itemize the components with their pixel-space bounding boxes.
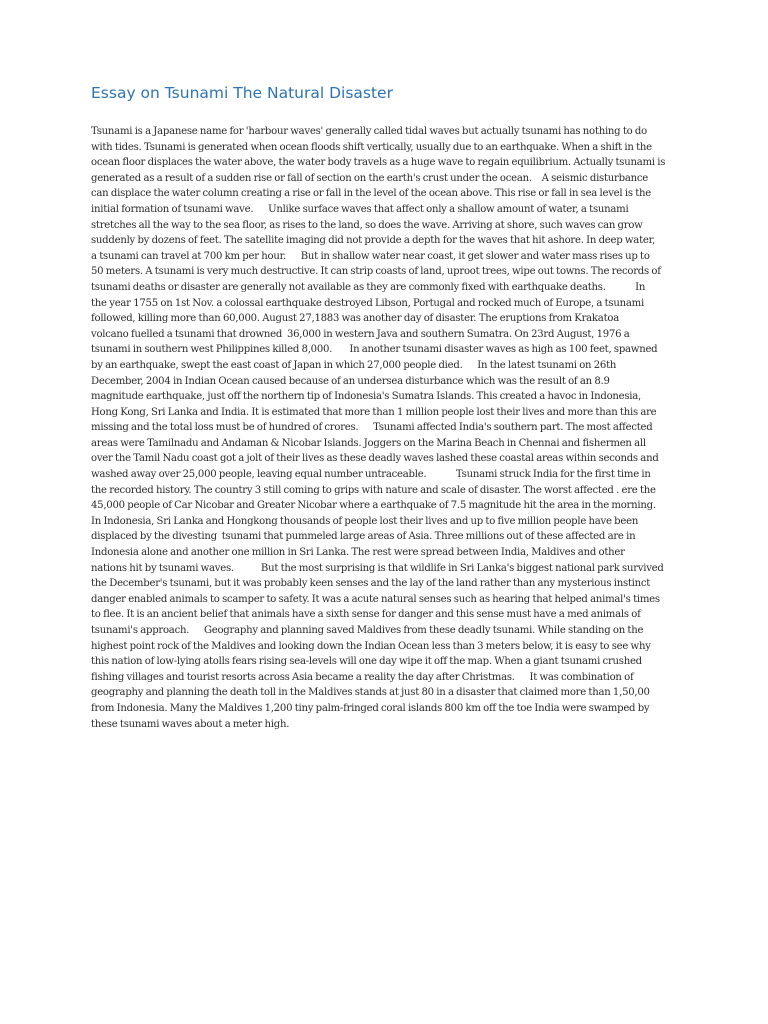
essay-line: fishing villages and tourist resorts across Asia became a reality the day after Christmas. It was combination of <box>91 671 634 683</box>
essay-line: tsunami deaths or disaster are generally not available as they are commonly fixed with earthquake deaths. In <box>91 281 646 293</box>
essay-line: washed away over 25,000 people, leaving equal number untraceable. Tsunami struck India for the first time in <box>91 469 651 481</box>
essay-line: In Indonesia, Sri Lanka and Hongkong thousands of people lost their lives and up to five million people have been <box>91 515 639 527</box>
document-title: Essay on Tsunami The Natural Disaster <box>91 84 393 102</box>
essay-line: Indonesia alone and another one million in Sri Lanka. The rest were spread between India, Maldives and other <box>91 547 625 559</box>
essay-line: displaced by the divesting tsunami that pummeled large areas of Asia. Three millions out of these affected are in <box>91 531 636 543</box>
essay-line: danger enabled animals to scamper to safety. It was a acute natural senses such as hearing that helped animal's times <box>91 593 660 605</box>
essay-line: the December's tsunami, but it was probably keen senses and the lay of the land rather than any mysterious instinct <box>91 578 651 590</box>
essay-line: stretches all the way to the sea floor, as rises to the land, so does the wave. Arriving at shore, such waves can grow <box>91 219 643 231</box>
essay-line: over the Tamil Nadu coast got a jolt of their lives as these deadly waves lashed these coastal areas within seconds and <box>91 453 659 465</box>
essay-line: from Indonesia. Many the Maldives 1,200 tiny palm-fringed coral islands 800 km off the toe India were swamped by <box>91 702 650 714</box>
essay-line: volcano fuelled a tsunami that drowned 36,000 in western Java and southern Sumatra. On 23rd August, 1976 a <box>91 328 630 340</box>
essay-line: the recorded history. The country 3 still coming to grips with nature and scale of disaster. The worst affected . ere the <box>91 484 656 496</box>
essay-line: 45,000 people of Car Nicobar and Greater Nicobar where a earthquake of 7.5 magnitude hit the area in the morning. <box>91 500 656 512</box>
essay-line: tsunami's approach. Geography and planning saved Maldives from these deadly tsunami. While standing on the <box>91 625 644 636</box>
essay-line: the year 1755 on 1st Nov. a colossal earthquake destroyed Libson, Portugal and rocked much of Europe, a tsunami <box>91 297 644 309</box>
essay-line: this nation of low-lying atolls fears rising sea-levels will one day wipe it off the map. When a giant tsunami crushed <box>91 656 642 668</box>
essay-line: suddenly by dozens of feet. The satellite imaging did not provide a depth for the waves that hit ashore. In deep water, <box>91 235 656 247</box>
essay-line: generated as a result of a sudden rise or fall of section on the earth's crust under the ocean. A seismic disturbance <box>91 172 648 184</box>
essay-line: with tides. Tsunami is generated when ocean floods shift vertically, usually due to an earthquake. When a shift in the <box>91 141 652 153</box>
essay-line: December, 2004 in Indian Ocean caused because of an undersea disturbance which was the result of an 8.9 <box>91 375 610 387</box>
essay-line: ocean floor displaces the water above, the water body travels as a huge wave to regain equilibrium. Actually tsunami is <box>91 157 666 169</box>
essay-line: areas were Tamilnadu and Andaman & Nicobar Islands. Joggers on the Marina Beach in Chennai and fishermen all <box>91 437 646 449</box>
essay-line: missing and the total loss must be of hundred of crores. Tsunami affected India's southern part. The most affected <box>91 422 653 434</box>
essay-line: Hong Kong, Sri Lanka and India. It is estimated that more than 1 million people lost their lives and more than this are <box>91 406 657 418</box>
essay-line: by an earthquake, swept the east coast of Japan in which 27,000 people died. In the latest tsunami on 26th <box>91 359 617 371</box>
essay-line: these tsunami waves about a meter high. <box>91 718 290 730</box>
essay-line: can displace the water column creating a rise or fall in the level of the ocean above. This rise or fall in sea level is the <box>91 188 651 200</box>
essay-line: magnitude earthquake, just off the northern tip of Indonesia's Sumatra Islands. This created a havoc in Indonesia, <box>91 391 642 403</box>
essay-line: a tsunami can travel at 700 km per hour. But in shallow water near coast, it get slower and water mass rises up to <box>91 250 650 262</box>
essay-line: to flee. It is an ancient belief that animals have a sixth sense for danger and this sense must have a med animals of <box>91 609 641 621</box>
essay-line: nations hit by tsunami waves. But the most surprising is that wildlife in Sri Lanka's biggest national park survived <box>91 562 664 574</box>
essay-line: followed, killing more than 60,000. August 27,1883 was another day of disaster. The eruptions from Krakatoa <box>91 313 619 325</box>
essay-line: 50 meters. A tsunami is very much destructive. It can strip coasts of land, uproot trees, wipe out towns. The records of <box>91 266 661 278</box>
essay-line: highest point rock of the Maldives and looking down the Indian Ocean less than 3 meters below, it is easy to see why <box>91 640 651 652</box>
essay-line: geography and planning the death toll in the Maldives stands at just 80 in a disaster that claimed more than 1,50,00 <box>91 687 650 699</box>
essay-body <box>91 124 692 732</box>
essay-line: initial formation of tsunami wave. Unlike surface waves that affect only a shallow amount of water, a tsunami <box>91 203 629 215</box>
essay-line: Tsunami is a Japanese name for 'harbour waves' generally called tidal waves but actually tsunami has nothing to do <box>91 126 647 137</box>
essay-line: tsunami in southern west Philippines killed 8,000. In another tsunami disaster waves as high as 100 feet, spawned <box>91 344 658 356</box>
